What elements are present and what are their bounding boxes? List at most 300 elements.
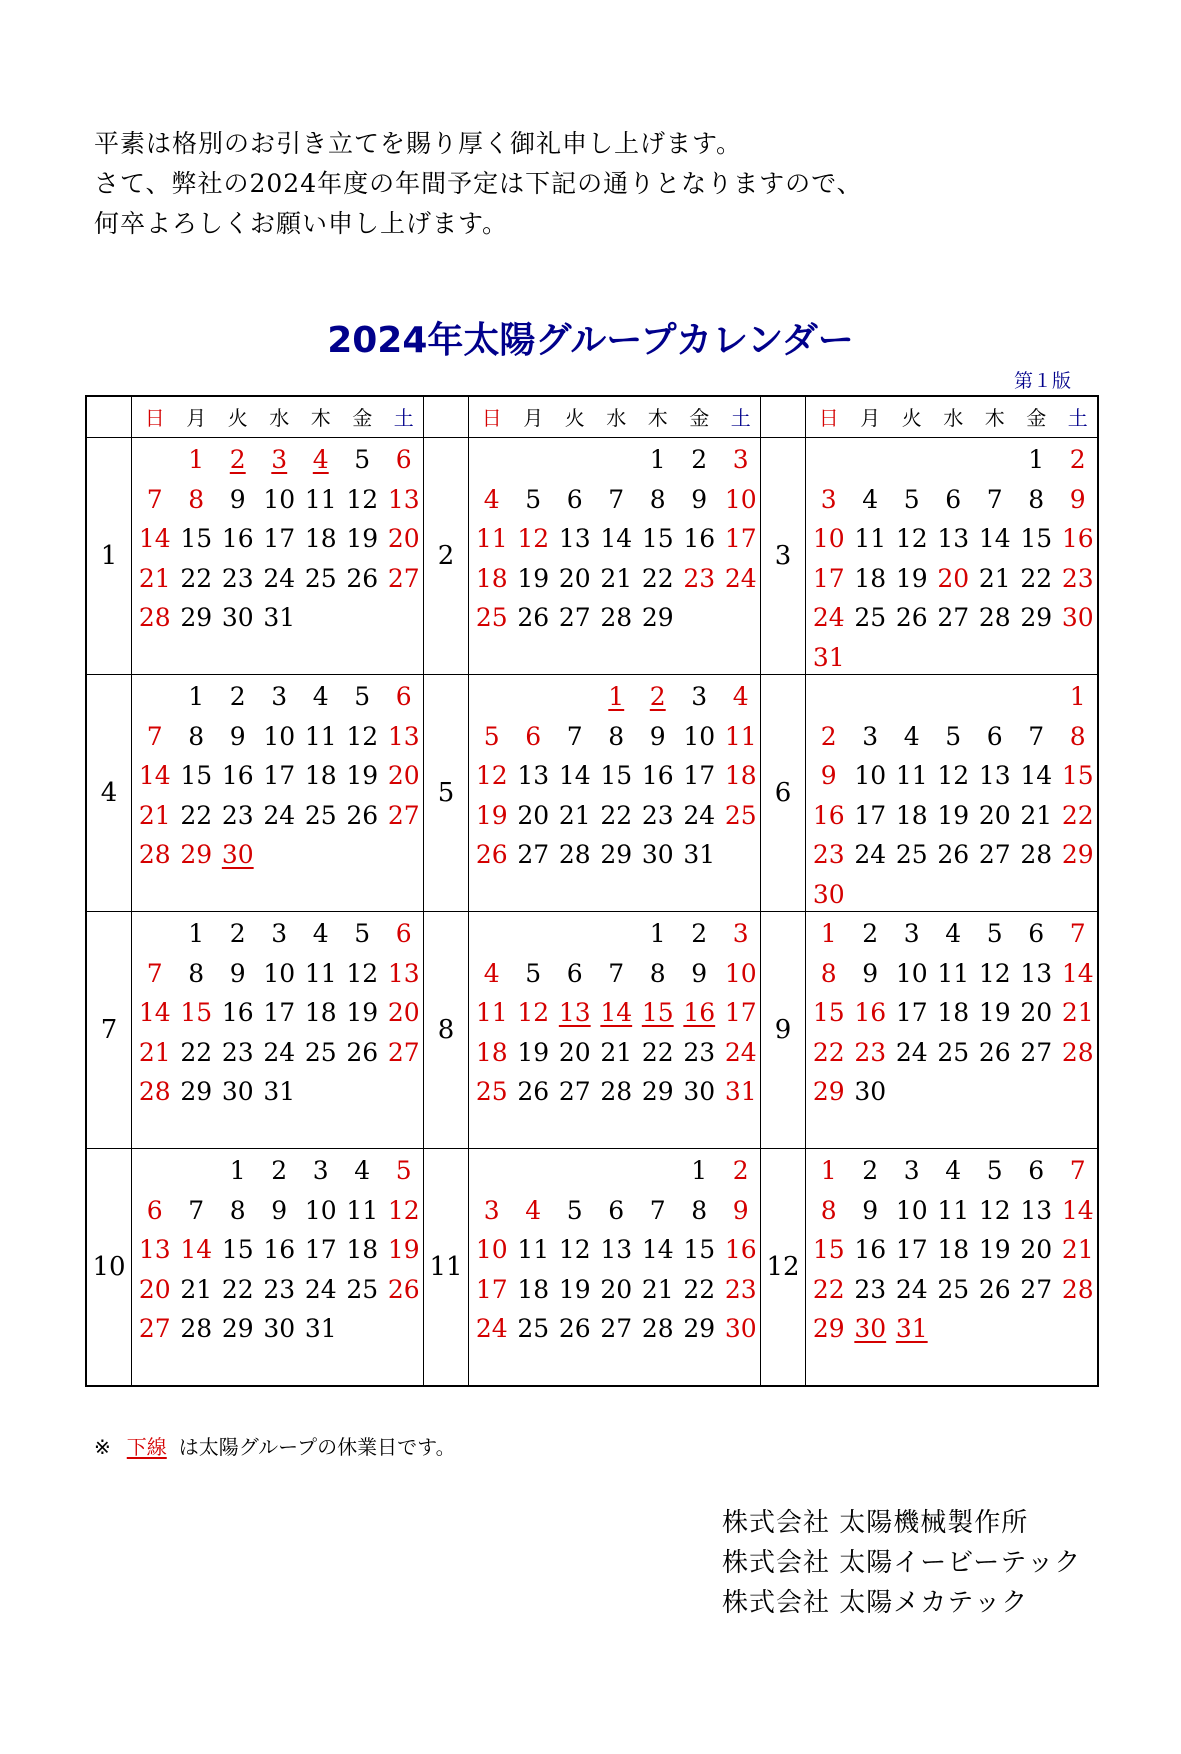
day-cell: 28: [641, 1314, 674, 1343]
day-cell: 17: [475, 1274, 508, 1304]
day-cell: 30: [221, 840, 254, 869]
day-cell: 30: [812, 879, 845, 909]
weekday-label: 水: [606, 405, 627, 430]
day-cell: 4: [903, 721, 920, 751]
day-cell: 29: [812, 1314, 845, 1343]
note-text: は太陽グループの休業日です。: [178, 1435, 456, 1459]
day-cell: 12: [517, 524, 550, 553]
day-cell: 20: [387, 998, 420, 1027]
day-cell: 21: [138, 800, 171, 830]
day-cell: 21: [600, 1037, 633, 1067]
day-cell: 27: [1020, 1037, 1053, 1067]
day-cell: 6: [395, 919, 412, 948]
day-cell: 5: [395, 1156, 412, 1185]
edition-label: 第１版: [1014, 370, 1072, 392]
day-cell: 18: [304, 524, 337, 553]
day-cell: 18: [304, 998, 337, 1027]
day-cell: 26: [517, 603, 550, 632]
day-cell: 7: [986, 484, 1003, 514]
day-cell: 7: [608, 484, 625, 514]
legend-note: [94, 1431, 456, 1460]
day-cell: 1: [649, 445, 666, 474]
day-cell: 14: [1061, 1195, 1094, 1225]
day-cell: 15: [180, 761, 213, 790]
day-cell: 29: [641, 603, 674, 632]
day-cell: 27: [387, 800, 420, 830]
day-cell: 2: [229, 445, 246, 474]
day-cell: 24: [263, 800, 296, 830]
month-grid: [132, 675, 424, 912]
weekday-label: 火: [227, 405, 248, 430]
day-cell: 21: [1061, 998, 1094, 1027]
empty-day-cell: [974, 677, 1016, 717]
month-label: 4: [86, 675, 132, 912]
day-cell: 7: [146, 721, 163, 751]
day-cell: 4: [312, 919, 329, 948]
day-cell: 29: [641, 1077, 674, 1106]
day-cell: 19: [937, 800, 970, 830]
day-cell: 30: [683, 1077, 716, 1106]
month-grid: [132, 1149, 424, 1387]
day-cell: 13: [387, 721, 420, 751]
day-cell: 18: [937, 1235, 970, 1264]
day-cell: 12: [387, 1195, 420, 1225]
day-cell: 27: [138, 1314, 171, 1343]
weekday-label: 日: [481, 405, 502, 430]
day-cell: 3: [271, 682, 288, 711]
empty-day-cell: [554, 677, 596, 717]
day-cell: 11: [854, 524, 887, 553]
day-cell: 15: [1061, 761, 1094, 790]
day-cell: 29: [600, 840, 633, 869]
day-cell: 5: [903, 484, 920, 514]
day-cell: 11: [304, 484, 337, 514]
day-cell: 9: [862, 1195, 879, 1225]
day-cell: 25: [854, 603, 887, 632]
day-cell: 19: [895, 563, 928, 593]
day-cell: 25: [304, 563, 337, 593]
day-cell: 26: [387, 1274, 420, 1304]
day-cell: 29: [1061, 840, 1094, 869]
year-calendar: [85, 395, 1099, 1387]
day-cell: 28: [1061, 1037, 1094, 1067]
day-cell: 4: [483, 484, 500, 514]
day-cell: 16: [683, 998, 716, 1027]
day-cell: 2: [820, 721, 837, 751]
day-cell: 16: [724, 1235, 757, 1264]
day-cell: 16: [812, 800, 845, 830]
day-cell: 26: [558, 1314, 591, 1343]
day-cell: 24: [263, 563, 296, 593]
weekday-label: 水: [269, 405, 290, 430]
day-cell: 24: [812, 603, 845, 632]
day-cell: 25: [724, 800, 757, 830]
day-cell: 28: [978, 603, 1011, 632]
day-cell: 17: [812, 563, 845, 593]
weekday-header: [132, 396, 424, 438]
day-cell: 11: [517, 1235, 550, 1264]
day-cell: 28: [138, 1077, 171, 1106]
month-grid: [806, 438, 1099, 675]
month-grid: [806, 912, 1099, 1149]
empty-day-cell: [554, 440, 596, 480]
day-cell: 13: [517, 761, 550, 790]
day-cell: 18: [517, 1274, 550, 1304]
day-cell: 18: [304, 761, 337, 790]
day-cell: 23: [1061, 563, 1094, 593]
day-cell: 2: [1069, 445, 1086, 474]
day-cell: 22: [600, 800, 633, 830]
day-cell: 1: [649, 919, 666, 948]
day-cell: 28: [1020, 840, 1053, 869]
day-cell: 6: [945, 484, 962, 514]
day-cell: 1: [691, 1156, 708, 1185]
day-cell: 1: [1028, 445, 1045, 474]
day-cell: 8: [691, 1195, 708, 1225]
day-cell: 23: [641, 800, 674, 830]
day-cell: 6: [1028, 1156, 1045, 1185]
day-cell: 13: [558, 524, 591, 553]
day-cell: 28: [558, 840, 591, 869]
weekday-label: 金: [689, 405, 710, 430]
day-cell: 31: [683, 840, 716, 869]
day-cell: 27: [558, 603, 591, 632]
day-cell: 29: [180, 840, 213, 869]
day-cell: 2: [229, 919, 246, 948]
day-cell: 22: [812, 1037, 845, 1067]
company-name: 株式会社 太陽メカテック: [722, 1588, 1029, 1618]
empty-day-cell: [513, 914, 555, 954]
day-cell: 1: [188, 919, 205, 948]
day-cell: 29: [221, 1314, 254, 1343]
day-cell: 7: [1069, 1156, 1086, 1185]
day-cell: 12: [937, 761, 970, 790]
day-cell: 14: [138, 998, 171, 1027]
day-cell: 9: [1069, 484, 1086, 514]
empty-day-cell: [1016, 677, 1058, 717]
day-cell: 27: [937, 603, 970, 632]
day-cell: 21: [978, 563, 1011, 593]
day-cell: 2: [691, 919, 708, 948]
day-cell: 13: [387, 484, 420, 514]
day-cell: 30: [263, 1314, 296, 1343]
day-cell: 11: [346, 1195, 379, 1225]
day-cell: 16: [1061, 524, 1094, 553]
day-cell: 19: [978, 1235, 1011, 1264]
weekday-header-row: [86, 396, 1098, 438]
day-cell: 23: [221, 563, 254, 593]
day-cell: 9: [229, 484, 246, 514]
day-cell: 17: [683, 761, 716, 790]
day-cell: 20: [387, 524, 420, 553]
day-cell: 7: [146, 484, 163, 514]
day-cell: 9: [691, 484, 708, 514]
weekday-label: 火: [901, 405, 922, 430]
day-cell: 22: [180, 1037, 213, 1067]
day-cell: 23: [221, 1037, 254, 1067]
day-cell: 5: [525, 484, 542, 514]
day-cell: 28: [180, 1314, 213, 1343]
day-cell: 17: [263, 761, 296, 790]
day-cell: 30: [854, 1314, 887, 1343]
weekday-header: [806, 396, 1099, 438]
day-cell: 7: [649, 1195, 666, 1225]
day-cell: 15: [600, 761, 633, 790]
day-cell: 12: [346, 958, 379, 988]
intro-text: [94, 124, 1094, 244]
day-cell: 26: [346, 563, 379, 593]
day-cell: 24: [724, 563, 757, 593]
day-cell: 12: [475, 761, 508, 790]
empty-day-cell: [637, 1151, 679, 1191]
day-cell: 16: [683, 524, 716, 553]
day-cell: 20: [1020, 998, 1053, 1027]
day-cell: 30: [641, 840, 674, 869]
month-grid: [132, 438, 424, 675]
day-cell: 10: [304, 1195, 337, 1225]
day-cell: 15: [180, 998, 213, 1027]
empty-day-cell: [596, 440, 638, 480]
day-cell: 12: [978, 1195, 1011, 1225]
day-cell: 9: [271, 1195, 288, 1225]
weekday-label: 月: [860, 405, 881, 430]
day-cell: 31: [263, 1077, 296, 1106]
month-grid: [806, 675, 1099, 912]
day-cell: 4: [312, 445, 329, 474]
day-cell: 24: [895, 1037, 928, 1067]
weekday-label: 火: [564, 405, 585, 430]
empty-day-cell: [134, 1151, 176, 1191]
empty-day-cell: [134, 677, 176, 717]
day-cell: 25: [304, 800, 337, 830]
day-cell: 1: [1069, 682, 1086, 711]
day-cell: 9: [732, 1195, 749, 1225]
day-cell: 12: [346, 484, 379, 514]
day-cell: 27: [387, 563, 420, 593]
day-cell: 8: [1028, 484, 1045, 514]
day-cell: 3: [271, 919, 288, 948]
day-cell: 17: [304, 1235, 337, 1264]
month-label: 3: [761, 438, 806, 675]
day-cell: 24: [854, 840, 887, 869]
day-cell: 10: [895, 958, 928, 988]
day-cell: 17: [724, 524, 757, 553]
month-grid: [469, 438, 761, 675]
weekday-label: 土: [393, 405, 414, 430]
day-cell: 21: [641, 1274, 674, 1304]
day-cell: 9: [820, 761, 837, 790]
company-name: 株式会社 太陽機械製作所: [722, 1508, 1029, 1538]
day-cell: 4: [525, 1195, 542, 1225]
day-cell: 15: [221, 1235, 254, 1264]
day-cell: 3: [820, 484, 837, 514]
day-cell: 31: [812, 642, 845, 672]
day-cell: 8: [188, 958, 205, 988]
day-cell: 15: [812, 1235, 845, 1264]
day-cell: 7: [146, 958, 163, 988]
day-cell: 31: [263, 603, 296, 632]
day-cell: 9: [691, 958, 708, 988]
day-cell: 17: [854, 800, 887, 830]
day-cell: 18: [854, 563, 887, 593]
day-cell: 5: [945, 721, 962, 751]
day-cell: 19: [346, 524, 379, 553]
day-cell: 3: [862, 721, 879, 751]
day-cell: 24: [263, 1037, 296, 1067]
day-cell: 3: [312, 1156, 329, 1185]
day-cell: 6: [1028, 919, 1045, 948]
day-cell: 26: [978, 1274, 1011, 1304]
day-cell: 5: [483, 721, 500, 751]
day-cell: 4: [483, 958, 500, 988]
day-cell: 4: [732, 682, 749, 711]
day-cell: 7: [188, 1195, 205, 1225]
day-cell: 3: [732, 445, 749, 474]
day-cell: 8: [608, 721, 625, 751]
month-grid: [469, 912, 761, 1149]
day-cell: 6: [986, 721, 1003, 751]
day-cell: 13: [558, 998, 591, 1027]
day-cell: 6: [608, 1195, 625, 1225]
weekday-label: 月: [186, 405, 207, 430]
weekday-label: 金: [1026, 405, 1047, 430]
day-cell: 4: [945, 919, 962, 948]
day-cell: 12: [978, 958, 1011, 988]
day-cell: 23: [854, 1037, 887, 1067]
day-cell: 12: [558, 1235, 591, 1264]
day-cell: 10: [263, 484, 296, 514]
day-cell: 30: [724, 1314, 757, 1343]
day-cell: 16: [641, 761, 674, 790]
day-cell: 13: [937, 524, 970, 553]
day-cell: 23: [812, 840, 845, 869]
empty-day-cell: [471, 677, 513, 717]
day-cell: 16: [263, 1235, 296, 1264]
day-cell: 27: [387, 1037, 420, 1067]
day-cell: 10: [724, 484, 757, 514]
day-cell: 7: [1069, 919, 1086, 948]
day-cell: 20: [387, 761, 420, 790]
day-cell: 3: [903, 919, 920, 948]
day-cell: 25: [895, 840, 928, 869]
day-cell: 19: [517, 563, 550, 593]
day-cell: 15: [683, 1235, 716, 1264]
day-cell: 13: [387, 958, 420, 988]
day-cell: 21: [138, 563, 171, 593]
day-cell: 31: [304, 1314, 337, 1343]
day-cell: 29: [180, 603, 213, 632]
empty-day-cell: [808, 677, 850, 717]
day-cell: 30: [854, 1077, 887, 1106]
day-cell: 21: [180, 1274, 213, 1304]
day-cell: 16: [221, 998, 254, 1027]
day-cell: 20: [978, 800, 1011, 830]
day-cell: 26: [475, 840, 508, 869]
day-cell: 19: [346, 761, 379, 790]
day-cell: 17: [895, 998, 928, 1027]
header-blank-cell: [86, 396, 132, 438]
day-cell: 1: [820, 919, 837, 948]
day-cell: 7: [608, 958, 625, 988]
day-cell: 15: [1020, 524, 1053, 553]
day-cell: 7: [1028, 721, 1045, 751]
day-cell: 11: [475, 524, 508, 553]
day-cell: 24: [724, 1037, 757, 1067]
day-cell: 26: [517, 1077, 550, 1106]
day-cell: 16: [854, 1235, 887, 1264]
day-cell: 2: [691, 445, 708, 474]
day-cell: 19: [558, 1274, 591, 1304]
day-cell: 12: [895, 524, 928, 553]
day-cell: 14: [138, 524, 171, 553]
day-cell: 25: [937, 1274, 970, 1304]
day-cell: 5: [986, 919, 1003, 948]
weekday-label: 土: [730, 405, 751, 430]
day-cell: 21: [600, 563, 633, 593]
day-cell: 20: [1020, 1235, 1053, 1264]
month-label: 8: [424, 912, 469, 1149]
empty-day-cell: [933, 677, 975, 717]
intro-line: 何卒よろしくお願い申し上げます。: [94, 209, 509, 238]
day-cell: 8: [820, 958, 837, 988]
day-cell: 6: [566, 484, 583, 514]
day-cell: 4: [312, 682, 329, 711]
day-cell: 6: [525, 721, 542, 751]
day-cell: 23: [683, 563, 716, 593]
weekday-label: 日: [144, 405, 165, 430]
day-cell: 22: [812, 1274, 845, 1304]
day-cell: 16: [854, 998, 887, 1027]
weekday-label: 土: [1067, 405, 1088, 430]
day-cell: 26: [937, 840, 970, 869]
day-cell: 17: [263, 524, 296, 553]
weekday-label: 木: [310, 405, 331, 430]
day-cell: 20: [558, 563, 591, 593]
day-cell: 10: [724, 958, 757, 988]
header-blank-cell: [424, 396, 469, 438]
company-list: [722, 1503, 1081, 1623]
header-blank-cell: [761, 396, 806, 438]
day-cell: 10: [895, 1195, 928, 1225]
empty-day-cell: [850, 677, 892, 717]
day-cell: 14: [1020, 761, 1053, 790]
month-grid: [469, 1149, 761, 1387]
day-cell: 2: [649, 682, 666, 711]
day-cell: 5: [354, 445, 371, 474]
day-cell: 30: [221, 1077, 254, 1106]
empty-day-cell: [134, 914, 176, 954]
day-cell: 8: [649, 484, 666, 514]
day-cell: 20: [937, 563, 970, 593]
day-cell: 27: [978, 840, 1011, 869]
day-cell: 11: [895, 761, 928, 790]
day-cell: 23: [221, 800, 254, 830]
day-cell: 3: [691, 682, 708, 711]
day-cell: 14: [138, 761, 171, 790]
weekday-header: [469, 396, 761, 438]
empty-day-cell: [933, 440, 975, 480]
day-cell: 9: [229, 721, 246, 751]
day-cell: 2: [862, 1156, 879, 1185]
day-cell: 24: [895, 1274, 928, 1304]
day-cell: 23: [854, 1274, 887, 1304]
day-cell: 20: [138, 1274, 171, 1304]
day-cell: 18: [475, 1037, 508, 1067]
day-cell: 11: [304, 721, 337, 751]
weekday-label: 月: [523, 405, 544, 430]
day-cell: 10: [263, 721, 296, 751]
day-cell: 29: [1020, 603, 1053, 632]
